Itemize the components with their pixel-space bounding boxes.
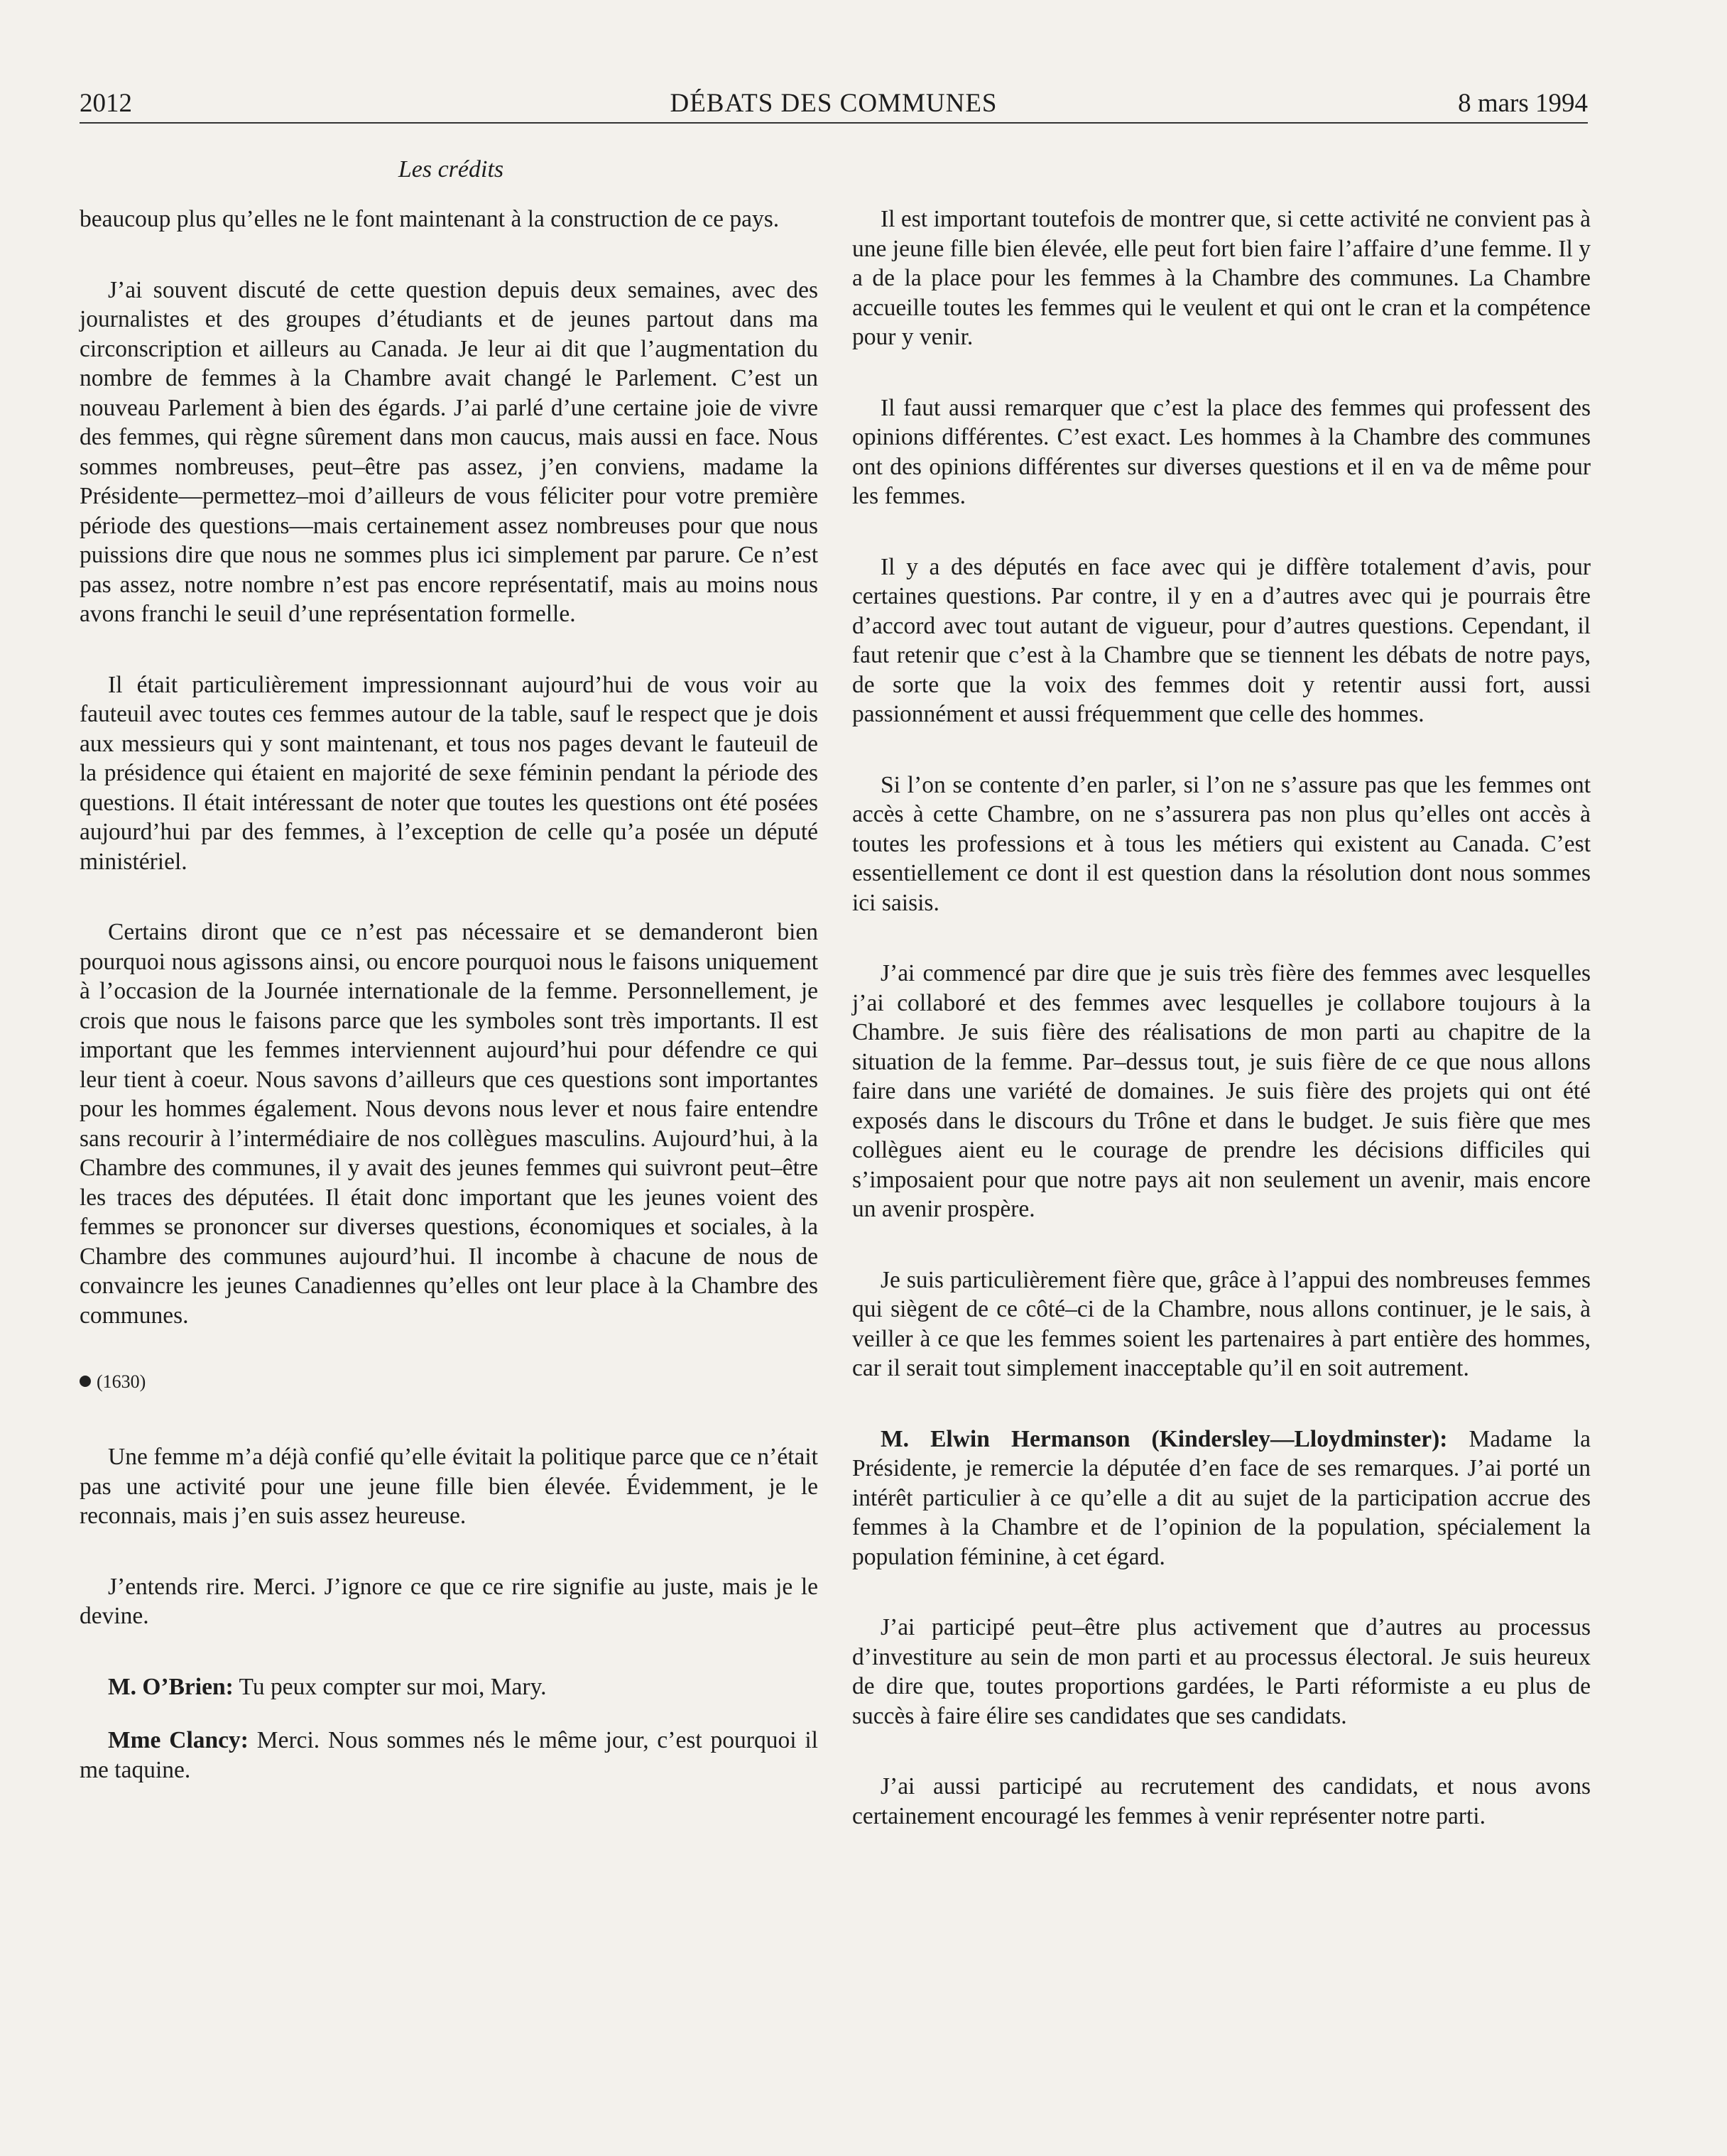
speaker-name: Mme Clancy: xyxy=(108,1727,249,1753)
right-column xyxy=(852,205,1591,1872)
paragraph: J’ai souvent discuté de cette question depuis deux semaines, avec des journalistes et des groupes d’étudiants et de jeunes partout dans ma circonscription et ailleurs au Canada. Je leur ai dit que l’augmentation du nombre de femmes à la Chambre avait changé le Parlement. C’est un nouveau Parlement à bien des égards. J’ai parlé d’une certaine joie de vivre des femmes, qui règne sûrement dans mon caucus, mais aussi en face. Nous sommes nombreuses, peut–être pas assez, j’en conviens, madame la Présidente—permettez–moi d’ailleurs de vous féliciter pour votre première période des questions—mais certainement assez nombreuses pour que nous puissions dire que nous ne sommes plus ici simplement par parure. Ce n’est pas assez, notre nombre n’est pas encore représentatif, mais au moins nous avons franchi le seuil d’une représentation formelle. xyxy=(80,276,818,627)
speaker-name: M. O’Brien: xyxy=(108,1673,234,1700)
paragraph: J’entends rire. Merci. J’ignore ce que ce rire signifie au juste, mais je le devine. xyxy=(80,1573,818,1629)
page-header xyxy=(80,81,1588,125)
speaker-paragraph xyxy=(80,1672,818,1702)
paragraph: J’ai participé peut–être plus activement que d’autres au processus d’investiture au sein de mon parti et au processus électoral. Je suis heureux de dire que, toutes proportions gardées, le Parti réformiste a eu plus de succès à faire élire ses candidates que ses candidats. xyxy=(852,1614,1591,1729)
page-date: 8 mars 1994 xyxy=(1458,89,1588,118)
paragraph: Il y a des députés en face avec qui je diffère totalement d’avis, pour certaines questions. Par contre, il y en a d’autres avec qui je pourrais être d’accord avec tout autant de vigueur, pour d’autres questions. Cependant, il faut retenir que c’est à la Chambre que se tiennent les débats de notre pays, de sorte que la voix des femmes doit y retentir aussi fort, aussi passionnément et aussi fréquemment que celle des hommes. xyxy=(852,553,1591,727)
publication-title: DÉBATS DES COMMUNES xyxy=(670,89,998,118)
header-rule xyxy=(80,122,1588,124)
speech-text: Madame la Présidente, je remercie la députée d’en face de ses remarques. J’ai porté un intérêt particulier à ce qu’elle a dit au sujet de la participation accrue des femmes à la Chambre et de l’opinion de la population, spécialement la population féminine, à cet égard. xyxy=(852,1425,1591,1570)
page-number: 2012 xyxy=(80,89,132,118)
speech-text: Merci. Nous sommes nés le même jour, c’est pourquoi il me taquine. xyxy=(80,1727,818,1783)
paragraph: Une femme m’a déjà confié qu’elle évitait la politique parce que ce n’était pas une activité pour une jeune fille bien élevée. Évidemment, je le reconnais, mais j’en suis assez heureuse. xyxy=(80,1444,818,1529)
time-marker-label: (1630) xyxy=(97,1371,146,1392)
bullet-icon xyxy=(80,1376,91,1387)
left-column xyxy=(80,205,818,1826)
paragraph: Certains diront que ce n’est pas nécessaire et se demanderont bien pourquoi nous agissons ainsi, ou encore pourquoi nous le faisons uniquement à l’occasion de la Journée internationale de la femme. Personnellement, je crois que nous le faisons parce que les symboles sont très importants. Il est important que les femmes interviennent aujourd’hui pour défendre ce qui leur tient à coeur. Nous savons d’ailleurs que ces questions sont importantes pour les hommes également. Nous devons nous lever et nous faire entendre sans recourir à l’intermédiaire de nos collègues masculins. Aujourd’hui, à la Chambre des communes, il y avait des jeunes femmes qui suivront peut–être les traces des députées. Il était donc important que les jeunes voient des femmes se prononcer sur diverses questions, économiques et sociales, à la Chambre des communes aujourd’hui. Il incombe à chacune de nous de convaincre les jeunes Canadiennes qu’elles ont leur place à la Chambre des communes. xyxy=(80,919,818,1329)
paragraph: Il faut aussi remarquer que c’est la place des femmes qui professent des opinions différentes. C’est exact. Les hommes à la Chambre des communes ont des opinions différentes sur diverses questions et il en va de même pour les femmes. xyxy=(852,394,1591,509)
paragraph: J’ai commencé par dire que je suis très fière des femmes avec lesquelles j’ai collaboré et des femmes avec lesquelles je collabore toujours à la Chambre. Je suis fière des réalisations de mon parti au chapitre de la situation de la femme. Par–dessus tout, je suis fière de ce que nous allons faire dans une variété de domaines. Je suis fière des projets qui ont été exposés dans le discours du Trône et dans le budget. Je suis fière que mes collègues aient eu le courage de prendre les décisions difficiles qui s’imposaient pour que notre pays ait non seulement un avenir, mais encore un avenir prospère. xyxy=(852,960,1591,1222)
speech-text: Tu peux compter sur moi, Mary. xyxy=(233,1673,547,1700)
paragraph: J’ai aussi participé au recrutement des candidats, et nous avons certainement encouragé les femmes à venir représenter notre parti. xyxy=(852,1773,1591,1829)
time-marker xyxy=(80,1371,818,1393)
speaker-paragraph xyxy=(80,1726,818,1785)
paragraph: Il était particulièrement impressionnant aujourd’hui de vous voir au fauteuil avec toutes ces femmes autour de la table, sauf le respect que je dois aux messieurs qui y sont maintenant, et tous nos pages devant le fauteuil de la présidence qui étaient en majorité de sexe féminin pendant la période des questions. Il était intéressant de noter que toutes les questions ont été posées aujourd’hui par des femmes, à l’exception de celle qu’a posée un député ministériel. xyxy=(80,671,818,875)
paragraph: beaucoup plus qu’elles ne le font maintenant à la construction de ce pays. xyxy=(80,206,780,232)
speaker-paragraph xyxy=(852,1425,1591,1572)
paragraph: Je suis particulièrement fière que, grâce à l’appui des nombreuses femmes qui siègent de ce côté–ci de la Chambre, nous allons continuer, je le sais, à veiller à ce que les femmes soient les partenaires à part entière des hommes, car il serait tout simplement inacceptable qu’il en soit autrement. xyxy=(852,1266,1591,1381)
speaker-name: M. Elwin Hermanson (Kindersley—Lloydminster): xyxy=(881,1425,1448,1452)
paragraph: Il est important toutefois de montrer que, si cette activité ne convient pas à une jeune fille bien élevée, elle peut fort bien faire l’affaire d’une femme. Il y a de la place pour les femmes à la Chambre des communes. La Chambre accueille toutes les femmes qui le veulent et qui ont le cran et la compétence pour y venir. xyxy=(852,206,1591,350)
paragraph: Si l’on se contente d’en parler, si l’on ne s’assure pas que les femmes ont accès à cette Chambre, on ne s’assurera pas non plus qu’elles ont accès à toutes les professions et à tous les métiers qui existent au Canada. C’est essentiellement ce dont il est question dans la résolution dont nous sommes ici saisis. xyxy=(852,771,1591,916)
section-title: Les crédits xyxy=(398,156,504,183)
